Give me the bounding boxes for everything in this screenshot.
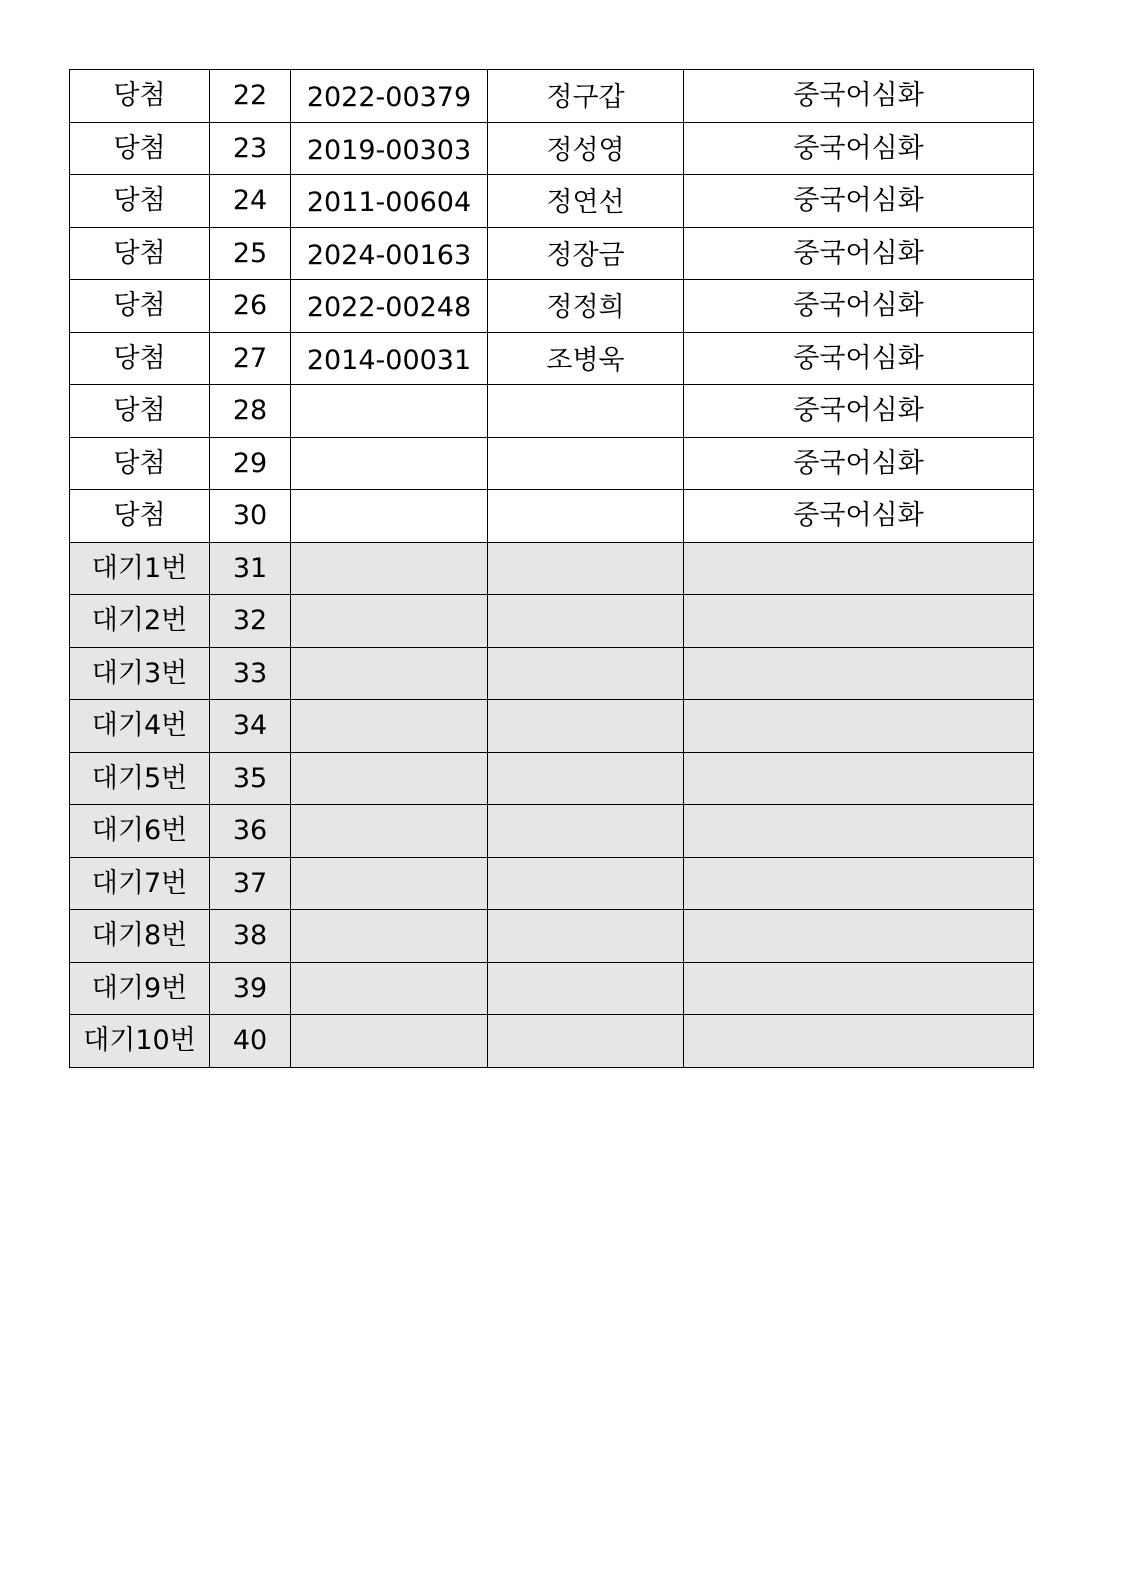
number-cell: 35 (210, 752, 291, 805)
number-cell: 31 (210, 542, 291, 595)
number-cell: 22 (210, 70, 291, 123)
number-cell: 24 (210, 175, 291, 228)
course-cell: 중국어심화 (684, 280, 1034, 333)
course-cell (684, 962, 1034, 1015)
status-cell: 대기6번 (70, 805, 210, 858)
number-cell: 40 (210, 1015, 291, 1068)
waitlist-row (70, 647, 1034, 700)
waitlist-row (70, 910, 1034, 963)
member-name-cell (488, 1015, 684, 1068)
member-name-cell (488, 857, 684, 910)
waitlist-row (70, 595, 1034, 648)
course-cell: 중국어심화 (684, 122, 1034, 175)
status-cell: 대기9번 (70, 962, 210, 1015)
member-name-cell (488, 910, 684, 963)
course-cell (684, 647, 1034, 700)
member-id-cell (291, 385, 488, 438)
member-name-cell (488, 647, 684, 700)
status-cell: 대기2번 (70, 595, 210, 648)
member-id-cell: 2022-00379 (291, 70, 488, 123)
number-cell: 34 (210, 700, 291, 753)
waitlist-row (70, 805, 1034, 858)
member-id-cell (291, 805, 488, 858)
member-id-cell (291, 1015, 488, 1068)
number-cell: 33 (210, 647, 291, 700)
number-cell: 37 (210, 857, 291, 910)
number-cell: 39 (210, 962, 291, 1015)
member-name-cell (488, 385, 684, 438)
member-id-cell: 2014-00031 (291, 332, 488, 385)
status-cell: 당첨 (70, 122, 210, 175)
course-cell: 중국어심화 (684, 175, 1034, 228)
member-name-cell: 정정희 (488, 280, 684, 333)
winner-row (70, 332, 1034, 385)
member-id-cell: 2011-00604 (291, 175, 488, 228)
status-cell: 대기3번 (70, 647, 210, 700)
member-name-cell: 정장금 (488, 227, 684, 280)
member-name-cell: 정구갑 (488, 70, 684, 123)
winner-row (70, 490, 1034, 543)
status-cell: 당첨 (70, 332, 210, 385)
winner-row (70, 437, 1034, 490)
member-name-cell (488, 490, 684, 543)
status-cell: 대기4번 (70, 700, 210, 753)
number-cell: 36 (210, 805, 291, 858)
member-id-cell (291, 595, 488, 648)
status-cell: 당첨 (70, 437, 210, 490)
member-id-cell (291, 647, 488, 700)
member-id-cell (291, 542, 488, 595)
course-cell (684, 805, 1034, 858)
course-cell: 중국어심화 (684, 437, 1034, 490)
member-id-cell: 2022-00248 (291, 280, 488, 333)
status-cell: 대기7번 (70, 857, 210, 910)
member-name-cell (488, 805, 684, 858)
course-cell (684, 910, 1034, 963)
status-cell: 당첨 (70, 280, 210, 333)
number-cell: 29 (210, 437, 291, 490)
member-name-cell (488, 437, 684, 490)
roster-table (69, 69, 1034, 1068)
status-cell: 당첨 (70, 175, 210, 228)
roster-body (70, 70, 1034, 1068)
course-cell (684, 595, 1034, 648)
course-cell (684, 542, 1034, 595)
member-name-cell (488, 542, 684, 595)
member-id-cell (291, 910, 488, 963)
member-name-cell (488, 752, 684, 805)
status-cell: 당첨 (70, 385, 210, 438)
course-cell (684, 1015, 1034, 1068)
status-cell: 대기5번 (70, 752, 210, 805)
course-cell: 중국어심화 (684, 332, 1034, 385)
winner-row (70, 280, 1034, 333)
member-id-cell: 2019-00303 (291, 122, 488, 175)
winner-row (70, 175, 1034, 228)
course-cell: 중국어심화 (684, 70, 1034, 123)
winner-row (70, 70, 1034, 123)
status-cell: 대기8번 (70, 910, 210, 963)
course-cell (684, 857, 1034, 910)
waitlist-row (70, 1015, 1034, 1068)
member-id-cell (291, 857, 488, 910)
number-cell: 23 (210, 122, 291, 175)
course-cell (684, 700, 1034, 753)
status-cell: 당첨 (70, 227, 210, 280)
winner-row (70, 122, 1034, 175)
member-name-cell: 정연선 (488, 175, 684, 228)
winner-row (70, 385, 1034, 438)
member-id-cell (291, 752, 488, 805)
waitlist-row (70, 752, 1034, 805)
waitlist-row (70, 542, 1034, 595)
waitlist-row (70, 700, 1034, 753)
number-cell: 26 (210, 280, 291, 333)
number-cell: 28 (210, 385, 291, 438)
winner-row (70, 227, 1034, 280)
status-cell: 대기1번 (70, 542, 210, 595)
number-cell: 27 (210, 332, 291, 385)
status-cell: 당첨 (70, 490, 210, 543)
course-cell (684, 752, 1034, 805)
number-cell: 30 (210, 490, 291, 543)
member-name-cell (488, 700, 684, 753)
member-name-cell: 정성영 (488, 122, 684, 175)
course-cell: 중국어심화 (684, 385, 1034, 438)
course-cell: 중국어심화 (684, 490, 1034, 543)
member-name-cell (488, 962, 684, 1015)
member-id-cell (291, 700, 488, 753)
waitlist-row (70, 857, 1034, 910)
waitlist-row (70, 962, 1034, 1015)
member-id-cell (291, 490, 488, 543)
member-name-cell (488, 595, 684, 648)
member-id-cell: 2024-00163 (291, 227, 488, 280)
number-cell: 32 (210, 595, 291, 648)
status-cell: 당첨 (70, 70, 210, 123)
member-name-cell: 조병욱 (488, 332, 684, 385)
course-cell: 중국어심화 (684, 227, 1034, 280)
member-id-cell (291, 437, 488, 490)
number-cell: 25 (210, 227, 291, 280)
number-cell: 38 (210, 910, 291, 963)
status-cell: 대기10번 (70, 1015, 210, 1068)
member-id-cell (291, 962, 488, 1015)
